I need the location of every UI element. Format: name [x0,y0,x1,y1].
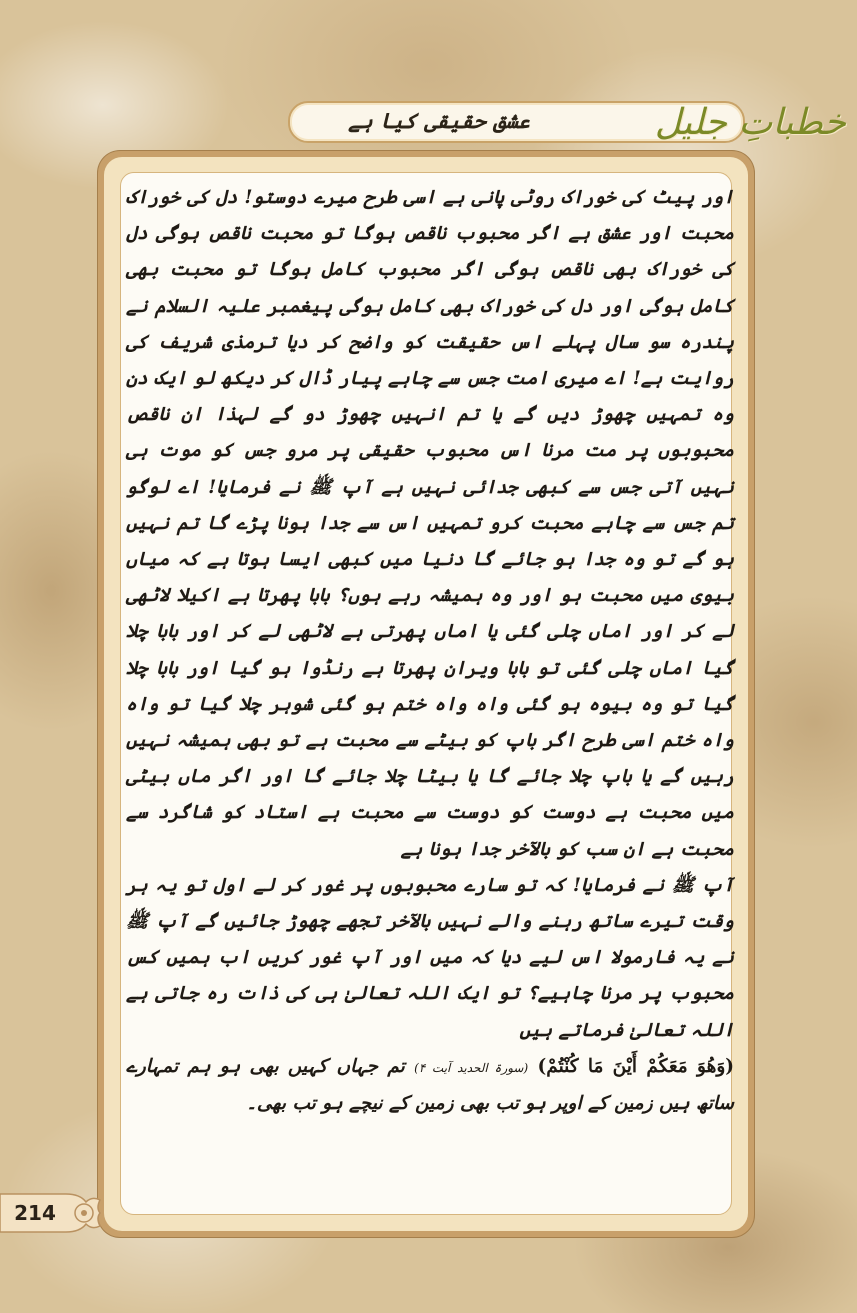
quran-verse: (وَهُوَ مَعَكُمْ أَيْنَ مَا كُنْتُمْ) [537,1055,735,1077]
chapter-title: عشق حقیقی کیا ہے [348,108,530,133]
body-text [126,180,734,1122]
paragraph-3 [126,1049,734,1122]
verse-reference: (سورۃ الحدید آیت ۴) [414,1060,529,1075]
paragraph-2: آپ ﷺ نے فرمایا! کہ تو سارے محبوبوں پر غور کر لے اول تو یہ ہر وقت تیرے ساتھ رہنے والے نہیں بالآخر تجھے چھوڑ جائیں گے آپ ﷺ نے یہ فارمولا اس لیے دیا کہ میں اور آپ غور کریں اب ہمیں کس محبوب پر مرنا چاہیے؟ تو ایک اللہ تعالیٰ ہی کی ذات رہ جاتی ہے اللہ تعالیٰ فرماتے ہیں [126,874,734,1041]
paragraph-1: اور پیٹ کی خوراک روٹی پانی ہے اسی طرح میرے دوستو! دل کی خوراک محبت اور عشق ہے اگر محبوب ناقص ہوگا تو محبت ناقص ہوگی دل کی خوراک بھی ناقص ہوگی اگر محبوب کامل ہوگا تو محبت بھی کامل ہوگی اور دل کی خوراک بھی کامل ہوگی پیغمبر علیہ السلام نے پندرہ سو سال پہلے اس حقیقت کو واضح کر دیا ترمذی شریف کی روایت ہے! اے میری امت جس سے چاہے پیار ڈال کر دیکھ لو ایک دن وہ تمہیں چھوڑ دیں گے یا تم انہیں چھوڑ دو گے لہذا ان ناقص محبوبوں پر مت مرنا اس محبوب حقیقی پر مرو جس کو موت ہی نہیں آتی جس سے کبھی جدائی نہیں ہے آپ ﷺ نے فرمایا! اے لوگو تم جس سے چاہے محبت کرو تمہیں اس سے جدا ہونا پڑے گا تم نہیں ہو گے تو وہ جدا ہو جائے گا دنیا میں کبھی ایسا ہوتا ہے کہ میاں بیوی میں محبت ہو اور وہ ہمیشہ رہے ہوں؟ بابا پھرتا ہے اکیلا لاٹھی لے کر اور اماں چلی گئی یا اماں پھرتی ہے لاٹھی لے کر اور بابا چلا گیا اماں چلی گئی تو بابا ویران پھرتا ہے رنڈوا ہو گیا اور بابا چلا گیا تو وہ بیوہ ہو گئی واہ واہ ختم ہو گئی شوہر چلا گیا تو واہ واہ ختم اسی طرح اگر باپ کو بیٹے سے محبت ہے تو بھی ہمیشہ نہیں رہیں گے یا باپ چلا جائے گا یا بیٹا چلا جائے گا اور اگر ماں بیٹی میں محبت ہے دوست کو دوست سے محبت ہے استاد کو شاگرد سے محبت ہے ان سب کو بالآخر جدا ہونا ہے [126,187,734,860]
book-title-logo: خطباتِ جلیل [654,102,846,143]
verse-translation: تم جہاں کہیں بھی ہو ہم تمہارے ساتھ ہیں زمین کے اوپر ہو تب بھی زمین کے نیچے ہو تب بھی۔ [126,1055,734,1115]
page-number: 214 [14,1201,56,1225]
